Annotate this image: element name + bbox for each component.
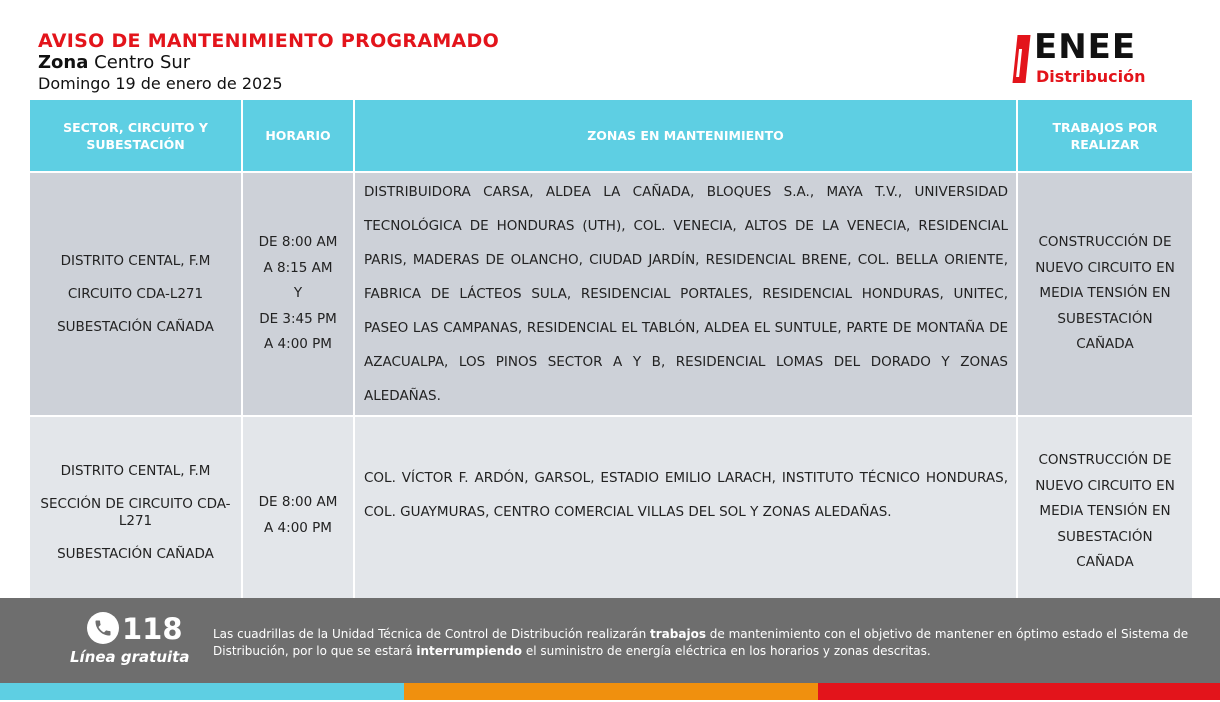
horario-line: A 4:00 PM <box>264 519 332 536</box>
enee-logo <box>1012 27 1184 87</box>
logo-subtitle: Distribución <box>1036 67 1146 86</box>
notice-date: Domingo 19 de enero de 2025 <box>38 74 283 93</box>
trabajos-line: MEDIA TENSIÓN EN <box>1039 285 1171 302</box>
table-row <box>29 172 1193 416</box>
maintenance-table <box>28 100 1194 603</box>
footer-text-part: el suministro de energía eléctrica en los horarios y zonas descritas. <box>522 644 931 658</box>
trabajos-line: NUEVO CIRCUITO EN <box>1035 477 1175 494</box>
notice-header <box>38 30 499 94</box>
footer-message <box>213 626 1203 660</box>
horario-line: DE 8:00 AM <box>258 234 338 251</box>
trabajos-line: SUBESTACIÓN <box>1057 528 1153 545</box>
zone-title <box>38 52 499 74</box>
sector-subestacion: SUBESTACIÓN CAÑADA <box>57 546 214 562</box>
footer-bold-word: interrumpiendo <box>416 644 523 658</box>
trabajos-line: MEDIA TENSIÓN EN <box>1039 503 1171 519</box>
trabajos-cell <box>1017 172 1193 416</box>
table-header-row <box>29 100 1193 172</box>
horario-cell <box>242 416 354 602</box>
trabajos-line: CAÑADA <box>1076 336 1134 353</box>
hotline-number: 118 <box>122 612 183 646</box>
footer-banner <box>0 598 1220 683</box>
horario-line: A 8:15 AM <box>263 259 333 276</box>
notice-title: AVISO DE MANTENIMIENTO PROGRAMADO <box>38 30 500 52</box>
horario-line: DE 8:00 AM <box>258 494 338 510</box>
phone-icon <box>87 612 119 644</box>
column-header-trabajos: TRABAJOS POR REALIZAR <box>1017 100 1193 172</box>
sector-circuito: CIRCUITO CDA-L271 <box>67 285 204 302</box>
column-header-sector: SECTOR, CIRCUITO Y SUBESTACIÓN <box>29 100 242 172</box>
sector-cell <box>29 416 242 602</box>
column-header-horario: HORARIO <box>242 100 354 172</box>
sector-distrito: DISTRITO CENTAL, F.M <box>60 463 211 479</box>
horario-cell <box>242 172 354 416</box>
trabajos-line: CONSTRUCCIÓN DE <box>1038 452 1172 468</box>
stripe-orange <box>404 683 818 700</box>
logo-name: ENEE <box>1034 27 1137 67</box>
sector-distrito: DISTRITO CENTAL, F.M <box>60 252 211 269</box>
zonas-cell: COL. VÍCTOR F. ARDÓN, GARSOL, ESTADIO EMILIO LARACH, INSTITUTO TÉCNICO HONDURAS, COL. GUAYMURAS, CENTRO COMERCIAL VILLAS DEL SOL Y ZONAS ALEDAÑAS. <box>354 416 1017 602</box>
sector-subestacion: SUBESTACIÓN CAÑADA <box>57 318 214 335</box>
trabajos-line: NUEVO CIRCUITO EN <box>1035 259 1175 276</box>
table-row <box>29 416 1193 602</box>
footer-text-part: de mantenimiento con el objetivo de mantener en óptimo estado el Sistema de Distribución, por lo que se estará <box>213 627 1189 658</box>
column-header-zonas: ZONAS EN MANTENIMIENTO <box>354 100 1017 172</box>
trabajos-line: SUBESTACIÓN <box>1057 310 1153 327</box>
sector-cell <box>29 172 242 416</box>
footer-text-part: Las cuadrillas de la Unidad Técnica de Control de Distribución realizarán <box>213 627 651 641</box>
zone-prefix: Zona <box>38 52 89 73</box>
trabajos-line: CONSTRUCCIÓN DE <box>1038 234 1172 251</box>
zone-name: Centro Sur <box>94 52 191 73</box>
horario-line: Y <box>293 285 303 302</box>
logo-mark-icon <box>1012 35 1030 83</box>
hotline-label: Línea gratuita <box>70 648 190 666</box>
trabajos-cell <box>1017 416 1193 602</box>
horario-line: DE 3:45 PM <box>259 310 337 327</box>
stripe-red <box>818 683 1220 700</box>
horario-line: A 4:00 PM <box>264 336 332 353</box>
zonas-cell: DISTRIBUIDORA CARSA, ALDEA LA CAÑADA, BLOQUES S.A., MAYA T.V., UNIVERSIDAD TECNOLÓGICA DE HONDURAS (UTH), COL. VENECIA, ALTOS DE LA VENECIA, RESIDENCIAL PARIS, MADERAS DE OLANCHO, CIUDAD JARDÍN, RESIDENCIAL BRENE, COL. BELLA ORIENTE, FABRICA DE LÁCTEOS SULA, RESIDENCIAL PORTALES, RESIDENCIAL HONDURAS, UNITEC, PASEO LAS CAMPANAS, RESIDENCIAL EL TABLÓN, ALDEA EL SUNTULE, PARTE DE MONTAÑA DE AZACUALPA, LOS PINOS SECTOR A Y B, RESIDENCIAL LOMAS DEL DORADO Y ZONAS ALEDAÑAS. <box>354 172 1017 416</box>
trabajos-line: CAÑADA <box>1076 554 1134 570</box>
sector-circuito: SECCIÓN DE CIRCUITO CDA-L271 <box>40 496 231 529</box>
footer-bold-word: trabajos <box>650 627 706 641</box>
stripe-cyan <box>0 683 404 700</box>
